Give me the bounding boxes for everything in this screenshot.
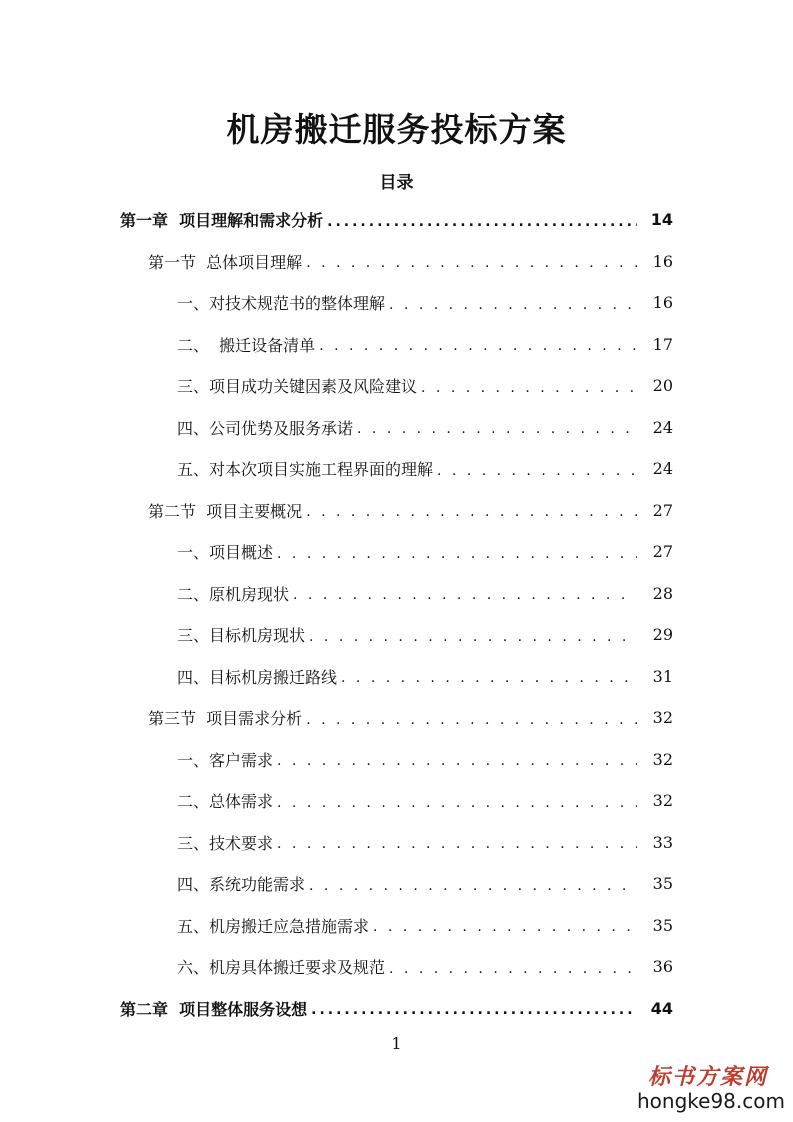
toc-entry-page: 32 [652, 708, 673, 728]
toc-entry-item[interactable] [0, 531, 793, 573]
toc-dot-leader [277, 836, 637, 852]
toc-entry-label: 第一节 总体项目理解 [148, 252, 303, 272]
toc-entry-item[interactable] [0, 905, 793, 947]
toc-entry-item[interactable] [0, 282, 793, 324]
toc-entry-page: 29 [652, 625, 673, 645]
watermark-name: 标书方案网 [647, 1064, 768, 1090]
toc-dot-leader [309, 878, 637, 894]
toc-entry-label: 一、对技术规范书的整体理解 [177, 294, 386, 314]
toc-entry-item[interactable] [0, 739, 793, 781]
toc-entry-item[interactable] [0, 946, 793, 988]
toc-entry-page: 32 [652, 791, 673, 811]
document-title: 机房搬迁服务投标方案 [226, 110, 567, 149]
toc-entry-label: 三、技术要求 [177, 833, 274, 853]
toc-entry-item[interactable] [0, 656, 793, 698]
toc-dot-leader [277, 795, 637, 811]
toc-dot-leader [357, 421, 637, 437]
toc-entry-page: 27 [652, 542, 673, 562]
toc-dot-leader [306, 255, 637, 271]
toc-entry-label: 二、原机房现状 [177, 584, 290, 604]
toc-entry-label: 二、 搬迁设备清单 [177, 335, 316, 355]
toc-entry-label: 六、机房具体搬迁要求及规范 [177, 958, 386, 978]
toc-entry-label: 四、系统功能需求 [177, 875, 306, 895]
toc-entry-label: 四、目标机房搬迁路线 [177, 667, 338, 687]
toc-entry-page: 35 [652, 874, 673, 894]
toc-entry-item[interactable] [0, 448, 793, 490]
toc-dot-leader [373, 919, 637, 935]
toc-dot-leader [437, 463, 637, 479]
toc-entry-page: 24 [652, 417, 673, 437]
toc-entry-page: 16 [652, 293, 673, 313]
toc-entry-label: 第二节 项目主要概况 [148, 501, 303, 521]
toc-entry-item[interactable] [0, 573, 793, 615]
watermark-logo [637, 1064, 785, 1113]
watermark-url: hongke98.com [637, 1089, 785, 1113]
toc-entry-page: 16 [652, 251, 673, 271]
toc-entry-item[interactable] [0, 324, 793, 366]
toc-entry-page: 35 [652, 915, 673, 935]
toc-entry-label: 第二章 项目整体服务设想 [120, 999, 308, 1019]
toc-entry-label: 五、对本次项目实施工程界面的理解 [177, 460, 434, 480]
toc-dot-leader [306, 504, 637, 520]
toc-entry-section-1-3[interactable] [0, 697, 793, 739]
toc-entry-page: 33 [652, 832, 673, 852]
toc-entry-page: 28 [652, 583, 673, 603]
toc-heading: 目录 [379, 173, 414, 193]
toc-dot-leader [389, 961, 637, 977]
toc-dot-leader [319, 338, 637, 354]
toc-entry-chapter-2[interactable] [0, 988, 793, 1030]
toc-entry-label: 四、公司优势及服务承诺 [177, 418, 354, 438]
toc-entry-label: 三、项目成功关键因素及风险建议 [177, 377, 418, 397]
toc-entry-page: 24 [652, 459, 673, 479]
table-of-contents [0, 199, 793, 1029]
toc-dot-leader [389, 297, 637, 313]
toc-dot-leader [293, 587, 637, 603]
toc-dot-leader [309, 629, 637, 645]
toc-entry-label: 第三节 项目需求分析 [148, 709, 303, 729]
toc-dot-leader [277, 546, 637, 562]
toc-entry-label: 第一章 项目理解和需求分析 [120, 211, 324, 231]
toc-entry-page: 17 [652, 334, 673, 354]
toc-entry-label: 二、总体需求 [177, 792, 274, 812]
toc-dot-leader [341, 670, 637, 686]
toc-dot-leader [421, 380, 637, 396]
toc-entry-page: 14 [650, 210, 673, 230]
toc-entry-label: 一、客户需求 [177, 750, 274, 770]
toc-entry-label: 三、目标机房现状 [177, 626, 306, 646]
toc-entry-label: 五、机房搬迁应急措施需求 [177, 916, 370, 936]
toc-entry-page: 36 [652, 957, 673, 977]
toc-entry-page: 44 [650, 998, 673, 1018]
toc-entry-item[interactable] [0, 365, 793, 407]
toc-entry-section-1-2[interactable] [0, 490, 793, 532]
toc-entry-item[interactable] [0, 863, 793, 905]
toc-entry-item[interactable] [0, 822, 793, 864]
toc-entry-chapter-1[interactable] [0, 199, 793, 241]
toc-entry-label: 一、项目概述 [177, 543, 274, 563]
toc-dot-leader [327, 214, 637, 230]
toc-dot-leader [306, 712, 637, 728]
toc-entry-page: 20 [652, 376, 673, 396]
toc-entry-item[interactable] [0, 780, 793, 822]
toc-dot-leader [277, 753, 637, 769]
toc-entry-page: 32 [652, 749, 673, 769]
toc-entry-section-1-1[interactable] [0, 241, 793, 283]
toc-entry-item[interactable] [0, 614, 793, 656]
toc-dot-leader [311, 1002, 637, 1018]
toc-entry-page: 27 [652, 500, 673, 520]
toc-entry-item[interactable] [0, 407, 793, 449]
toc-entry-page: 31 [652, 666, 673, 686]
page-number: 1 [391, 1034, 402, 1053]
